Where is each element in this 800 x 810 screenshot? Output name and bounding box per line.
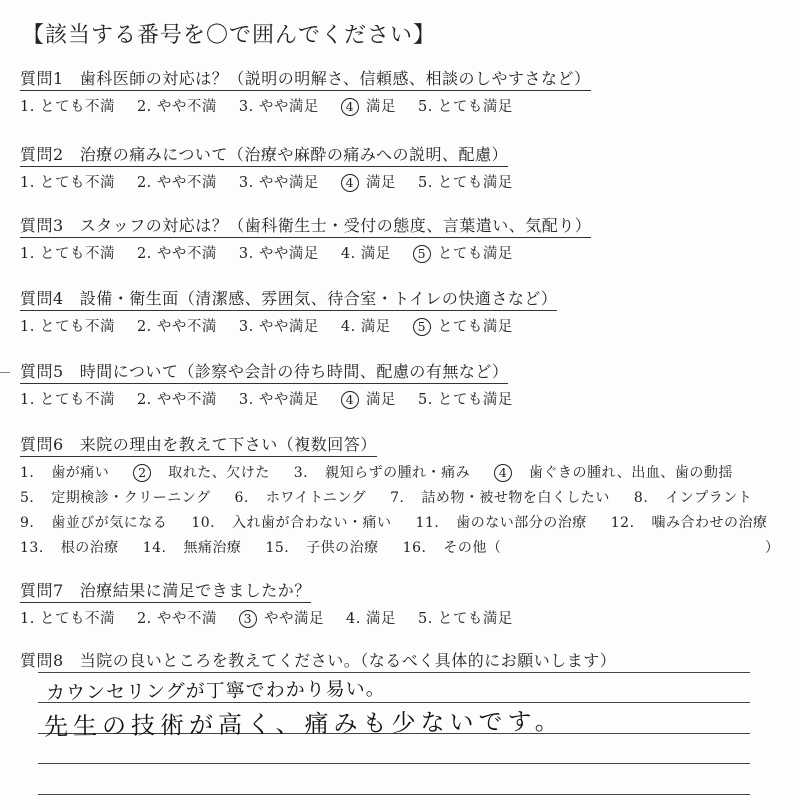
reason-option-1[interactable] xyxy=(20,465,121,481)
question-5-title xyxy=(20,359,508,384)
rating-option-5[interactable] xyxy=(418,175,513,191)
option-label: とても満足 xyxy=(437,392,513,408)
question-3 xyxy=(20,213,591,263)
option-label: やや不満 xyxy=(156,611,217,627)
reason-row xyxy=(20,511,791,536)
option-label: その他（ xyxy=(443,540,502,556)
option-label: とても満足 xyxy=(437,175,513,191)
option-label: ホワイトニング xyxy=(265,490,367,506)
option-label: 親知らずの腫れ・痛み xyxy=(325,465,471,481)
option-number: 3. xyxy=(238,175,254,191)
question-text: 時間について（診察や会計の待ち時間、配慮の有無など） xyxy=(79,362,509,381)
option-label: 定期検診・クリーニング xyxy=(51,490,211,506)
question-2 xyxy=(20,142,535,192)
selected-circle-mark: 5 xyxy=(413,318,431,336)
reason-option-6[interactable] xyxy=(235,490,379,506)
question-7 xyxy=(20,578,535,628)
option-number: 10. xyxy=(191,515,216,531)
option-label: やや満足 xyxy=(258,175,319,191)
option-number: 7. xyxy=(390,490,405,506)
rating-option-5[interactable] xyxy=(413,319,513,335)
option-number: 5. xyxy=(417,611,433,627)
option-label: とても満足 xyxy=(437,246,513,262)
option-label: 入れ歯が合わない・痛い xyxy=(232,515,392,531)
rating-option-3[interactable] xyxy=(239,99,319,115)
reason-option-10[interactable] xyxy=(191,515,403,531)
option-label: やや満足 xyxy=(264,611,325,627)
option-number: 9. xyxy=(20,515,35,531)
question-number: 質問7 xyxy=(20,581,64,600)
option-label: やや不満 xyxy=(156,319,217,335)
reason-row xyxy=(20,461,791,486)
question-4 xyxy=(20,286,557,336)
selected-circle-mark: 4 xyxy=(341,174,359,192)
option-number: 16. xyxy=(402,540,427,556)
option-label: 取れた、欠けた xyxy=(168,465,270,481)
option-number: 3. xyxy=(238,99,254,115)
question-text: 設備・衛生面（清潔感、雰囲気、待合室・トイレの快適さなど） xyxy=(79,289,558,308)
option-label: やや不満 xyxy=(156,99,217,115)
selected-circle-mark: 4 xyxy=(341,98,359,116)
rating-options xyxy=(20,95,591,116)
page-header: 【該当する番号を〇で囲んでください】 xyxy=(22,23,437,48)
reason-option-5[interactable] xyxy=(20,490,223,506)
reason-options xyxy=(20,461,791,561)
rating-option-1[interactable] xyxy=(20,99,115,115)
rating-options xyxy=(20,388,535,409)
rating-option-5[interactable] xyxy=(413,246,513,262)
question-number: 質問6 xyxy=(20,435,64,454)
rating-option-1[interactable] xyxy=(20,319,115,335)
question-8-title xyxy=(20,648,616,672)
question-number: 質問4 xyxy=(20,289,64,308)
option-label: 根の治療 xyxy=(60,540,119,556)
ruled-line xyxy=(38,794,750,795)
rating-option-3[interactable] xyxy=(239,319,319,335)
selected-circle-mark: 4 xyxy=(494,464,512,482)
rating-option-1[interactable] xyxy=(20,611,115,627)
rating-options xyxy=(20,607,535,628)
ruled-line xyxy=(38,763,750,764)
option-label: 歯ぐきの腫れ、出血、歯の動揺 xyxy=(529,465,733,481)
option-label: インプラント xyxy=(665,490,753,506)
option-number: 13. xyxy=(20,540,44,556)
rating-option-2[interactable] xyxy=(137,246,217,262)
option-label: とても満足 xyxy=(437,319,513,335)
option-number: 1. xyxy=(20,99,35,115)
reason-option-4[interactable] xyxy=(494,465,745,481)
handwritten-answer-line: 先生の技術が高く、痛みも少ないです。 xyxy=(43,707,564,741)
question-text: 当院の良いところを教えてください。（なるべく具体的にお願いします） xyxy=(79,651,617,670)
question-7-title xyxy=(20,578,311,603)
option-number: 1. xyxy=(20,175,35,191)
option-number: 1. xyxy=(20,246,35,262)
option-label: 子供の治療 xyxy=(306,540,379,556)
option-label: やや満足 xyxy=(258,319,319,335)
reason-row xyxy=(20,486,791,511)
option-number: 3. xyxy=(238,319,254,335)
reason-option-9[interactable] xyxy=(20,515,179,531)
option-label: やや不満 xyxy=(156,175,217,191)
rating-option-3[interactable] xyxy=(239,392,319,408)
selected-circle-mark: 5 xyxy=(413,245,431,263)
option-number: 15. xyxy=(265,540,290,556)
option-number: 1. xyxy=(20,392,35,408)
reason-option-7[interactable] xyxy=(390,490,622,506)
option-label: 噛み合わせの治療 xyxy=(651,515,768,531)
rating-option-1[interactable] xyxy=(20,392,115,408)
question-3-title xyxy=(20,213,591,238)
option-number: 1. xyxy=(20,611,35,627)
question-2-title xyxy=(20,142,508,167)
option-number: 2. xyxy=(136,319,152,335)
option-label: 無痛治療 xyxy=(183,540,242,556)
reason-option-14[interactable] xyxy=(143,540,254,556)
selected-circle-mark: 4 xyxy=(341,391,359,409)
ruled-line xyxy=(38,672,750,673)
rating-option-2[interactable] xyxy=(137,175,217,191)
option-number: 6. xyxy=(234,490,249,506)
question-5 xyxy=(20,359,535,409)
rating-option-2[interactable] xyxy=(137,392,217,408)
reason-option-13[interactable] xyxy=(20,540,131,556)
question-text: スタッフの対応は？（歯科衛生士・受付の態度、言葉遣い、気配り） xyxy=(79,216,592,235)
option-label: 満足 xyxy=(365,175,396,191)
rating-option-3[interactable] xyxy=(239,175,319,191)
option-label: 満足 xyxy=(360,246,391,262)
option-number: 4. xyxy=(346,611,361,627)
question-8 xyxy=(20,648,616,672)
question-6 xyxy=(20,432,791,561)
option-number: 2. xyxy=(136,175,152,191)
question-number: 質問8 xyxy=(20,651,64,670)
question-text: 来院の理由を教えて下さい（複数回答） xyxy=(79,435,377,454)
reason-option-3[interactable] xyxy=(294,465,482,481)
option-label: とても満足 xyxy=(437,611,513,627)
reason-option-8[interactable] xyxy=(634,490,764,506)
rating-option-4[interactable] xyxy=(341,175,396,191)
option-label: やや満足 xyxy=(258,392,319,408)
option-label: 詰め物・被せ物を白くしたい xyxy=(421,490,610,506)
option-label: 歯が痛い xyxy=(51,465,110,481)
reason-option-12[interactable] xyxy=(611,515,780,531)
rating-options xyxy=(20,171,535,192)
option-label: とても不満 xyxy=(39,611,115,627)
question-number: 質問1 xyxy=(20,69,64,88)
option-number: 3. xyxy=(238,392,254,408)
option-label: やや不満 xyxy=(156,392,217,408)
option-label: とても不満 xyxy=(39,175,115,191)
option-label: とても不満 xyxy=(39,246,115,262)
option-number: 1. xyxy=(20,465,35,481)
option-number: 2. xyxy=(136,99,152,115)
option-number: 3. xyxy=(238,246,254,262)
reason-option-11[interactable] xyxy=(416,515,599,531)
option-label: やや不満 xyxy=(156,246,217,262)
rating-option-5[interactable] xyxy=(418,611,513,627)
option-label: とても満足 xyxy=(437,99,513,115)
question-1 xyxy=(20,66,591,116)
rating-option-3[interactable] xyxy=(239,611,324,627)
option-number: 4. xyxy=(340,246,356,262)
option-label: 満足 xyxy=(365,99,396,115)
rating-option-4[interactable] xyxy=(346,611,396,627)
question-text: 歯科医師の対応は？（説明の明解さ、信頼感、相談のしやすさなど） xyxy=(79,69,591,88)
rating-option-5[interactable] xyxy=(418,99,513,115)
question-1-title xyxy=(20,66,591,91)
rating-option-1[interactable] xyxy=(20,246,115,262)
option-number: 5. xyxy=(20,490,35,506)
question-4-title xyxy=(20,286,557,311)
option-number: 2. xyxy=(136,246,152,262)
question-number: 質問5 xyxy=(20,362,64,381)
option-number: 3. xyxy=(293,465,309,481)
option-number: 5. xyxy=(417,175,433,191)
option-label: やや満足 xyxy=(258,246,319,262)
question-text: 治療結果に満足できましたか？ xyxy=(79,581,311,600)
option-number: 12. xyxy=(610,515,635,531)
option-label: 満足 xyxy=(365,392,396,408)
option-number: 4. xyxy=(340,319,356,335)
rating-option-2[interactable] xyxy=(137,611,217,627)
selected-circle-mark: 3 xyxy=(239,610,257,628)
option-label: やや満足 xyxy=(258,99,319,115)
handwritten-answer-line: カウンセリングが丁寧でわかり易い。 xyxy=(45,677,386,705)
option-label: とても不満 xyxy=(39,99,115,115)
rating-option-1[interactable] xyxy=(20,175,115,191)
option-label: とても不満 xyxy=(39,392,115,408)
other-close-paren: ） xyxy=(765,540,780,556)
option-label: 歯並びが気になる xyxy=(51,515,168,531)
option-label: 満足 xyxy=(365,611,396,627)
reason-option-15[interactable] xyxy=(265,540,390,556)
rating-option-4[interactable] xyxy=(341,99,396,115)
option-number: 5. xyxy=(417,392,433,408)
rating-option-4[interactable] xyxy=(341,319,391,335)
selected-circle-mark: 2 xyxy=(133,464,151,482)
option-number: 1. xyxy=(20,319,35,335)
reason-row xyxy=(20,536,791,561)
option-number: 2. xyxy=(136,392,152,408)
option-label: 満足 xyxy=(360,319,391,335)
rating-options xyxy=(20,315,557,336)
question-number: 質問3 xyxy=(20,216,64,235)
rating-option-5[interactable] xyxy=(418,392,513,408)
rating-option-4[interactable] xyxy=(341,246,391,262)
option-label: 歯のない部分の治療 xyxy=(456,515,587,531)
option-number: 5. xyxy=(417,99,433,115)
option-number: 2. xyxy=(136,611,152,627)
question-6-title xyxy=(20,432,377,457)
rating-option-2[interactable] xyxy=(137,319,217,335)
reason-option-16[interactable] xyxy=(403,540,514,556)
question-number: 質問2 xyxy=(20,145,64,164)
reason-option-2[interactable] xyxy=(133,465,281,481)
rating-options xyxy=(20,242,591,263)
option-number: 14. xyxy=(142,540,167,556)
scan-edge-mark xyxy=(0,372,10,373)
option-number: 8. xyxy=(633,490,649,506)
option-label: とても不満 xyxy=(39,319,115,335)
rating-option-3[interactable] xyxy=(239,246,319,262)
question-text: 治療の痛みについて（治療や麻酔の痛みへの説明、配慮） xyxy=(79,145,509,164)
rating-option-2[interactable] xyxy=(137,99,217,115)
rating-option-4[interactable] xyxy=(341,392,396,408)
option-number: 11. xyxy=(415,515,440,531)
